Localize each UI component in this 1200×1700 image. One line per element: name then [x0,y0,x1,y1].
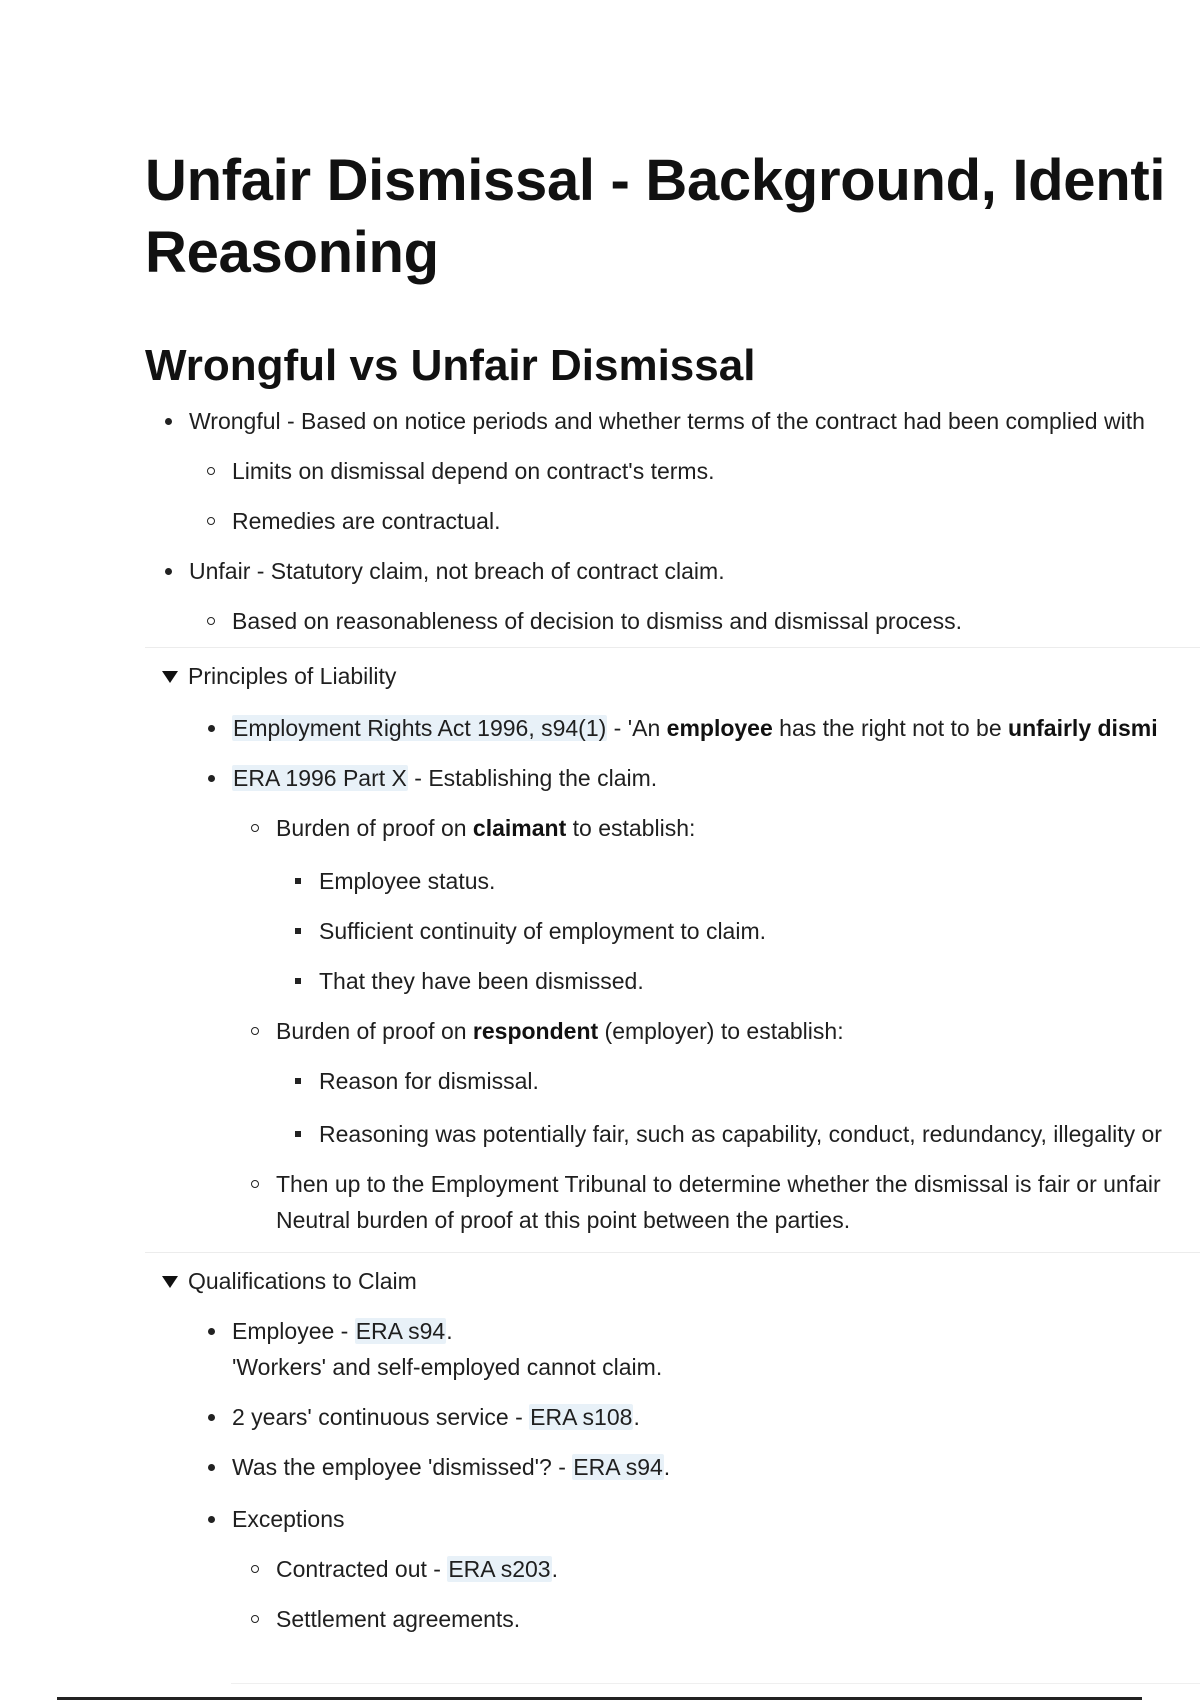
page-title [145,145,1200,289]
list-item-burden-respondent: Burden of proof on respondent (employer) to establish: [276,1018,844,1044]
list-item-wrongful: Wrongful - Based on notice periods and whether terms of the contract had been complied with [189,408,1145,434]
list-item-reasonableness: Based on reasonableness of decision to dismiss and dismissal process. [232,608,962,634]
reference-link[interactable]: ERA 1996 Part X [233,765,407,791]
list-item-was-dismissed: Was the employee 'dismissed'? - ERA s94. [232,1454,671,1480]
list-item-continuous-service: 2 years' continuous service - ERA s108. [232,1404,640,1430]
list-item-employee-status: Employee status. [319,868,496,894]
reference-link[interactable]: Employment Rights Act 1996, s94(1) [233,715,607,741]
list-item-limits: Limits on dismissal depend on contract's terms. [232,458,715,484]
reference-link[interactable]: ERA s203 [448,1556,551,1582]
reference-link[interactable]: ERA s94 [573,1454,663,1480]
document-page [145,145,1200,1651]
list-item-potentially-fair: Reasoning was potentially fair, such as capability, conduct, redundancy, illegality or [319,1121,1162,1147]
toggle-triangle-down-icon[interactable] [162,671,178,683]
reference-link[interactable]: ERA s108 [530,1404,633,1430]
list-item-era-s94: Employment Rights Act 1996, s94(1) - 'An employee has the right not to be unfairly dismi [233,715,1158,741]
list-item-employee: Employee - ERA s94. 'Workers' and self-employed cannot claim. [232,1318,663,1380]
toggle-qualifications-to-claim[interactable]: Qualifications to Claim [145,1263,1200,1313]
list-item-settlement: Settlement agreements. [276,1606,521,1632]
list-item-reason-for-dismissal: Reason for dismissal. [319,1068,539,1094]
list-item-contracted-out: Contracted out - ERA s203. [276,1556,558,1582]
list-item-continuity: Sufficient continuity of employment to claim. [319,918,767,944]
divider [145,1252,1200,1253]
toggle-triangle-down-icon[interactable] [162,1276,178,1288]
list-item-exceptions: Exceptions [232,1506,345,1532]
page-title-line-1: Unfair Dismissal - Background, Identi [145,148,1166,213]
divider [231,1683,1200,1684]
list-item-remedies: Remedies are contractual. [232,508,501,534]
divider [145,647,1200,648]
list-item-burden-claimant: Burden of proof on claimant to establish: [276,815,696,841]
section-heading-wrongful-vs-unfair: Wrongful vs Unfair Dismissal [145,341,756,390]
list-item-tribunal: Then up to the Employment Tribunal to determine whether the dismissal is fair or unfair Neutral burden of proof at this point between the parties. [276,1171,1161,1233]
list-item-dismissed: That they have been dismissed. [319,968,644,994]
list-item-era-part-x: ERA 1996 Part X - Establishing the claim. [233,765,658,791]
reference-link[interactable]: ERA s94 [355,1318,446,1344]
page-title-line-2: Reasoning [145,220,439,285]
toggle-principles-of-liability[interactable]: Principles of Liability [145,658,1200,710]
list-item-unfair: Unfair - Statutory claim, not breach of contract claim. [189,558,725,584]
